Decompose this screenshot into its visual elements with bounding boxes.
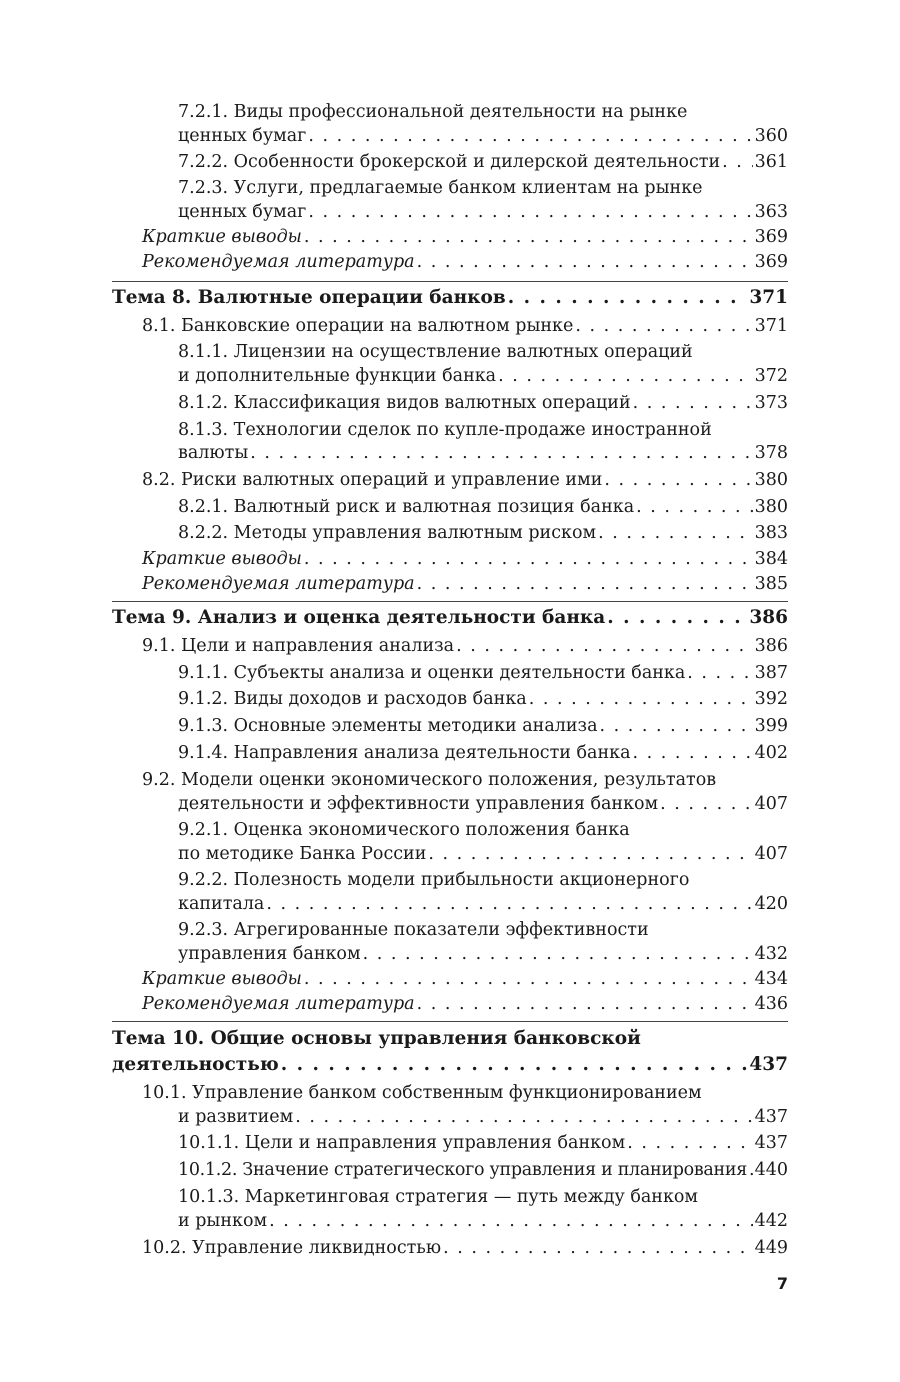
toc-entry-title: 7.2.2. Особенности брокерской и дилерской деятельности [178, 152, 721, 172]
toc-entry [178, 892, 788, 916]
toc-entry [178, 661, 788, 685]
toc-entry [178, 391, 788, 415]
section-divider [112, 281, 788, 282]
toc-entry-title: Краткие выводы [142, 227, 302, 247]
toc-entry [178, 1131, 788, 1155]
toc-entry [142, 634, 788, 658]
toc-chapter-title: Тема 8. Валютные операции банков [112, 287, 506, 308]
toc-page-number: 384 [754, 549, 788, 569]
toc-page-number: 437 [749, 1054, 788, 1075]
page-number: 7 [776, 1274, 788, 1293]
toc-entry-line: 10.1. Управление банком собственным функционированием [142, 1083, 702, 1103]
toc-entry-line: 8.1.3. Технологии сделок по купле-продаже иностранной [178, 420, 712, 440]
toc-chapter [112, 606, 788, 630]
toc-page-number: 434 [754, 969, 788, 989]
toc-entry [142, 314, 788, 338]
toc-page-number: 372 [754, 366, 788, 386]
toc-entry-title: 9.1.1. Субъекты анализа и оценки деятельности банка [178, 663, 686, 683]
toc-entry-line: 9.2. Модели оценки экономического положения, результатов [142, 770, 717, 790]
toc-entry-title: 10.1.1. Цели и направления управления банком [178, 1133, 626, 1153]
toc-entry-title: 8.1. Банковские операции на валютном рынке [142, 316, 574, 336]
toc-entry-title: 8.2.1. Валютный риск и валютная позиция банка [178, 497, 635, 517]
toc-entry-title: управления банком [178, 944, 361, 964]
toc-entry [178, 124, 788, 148]
toc-entry-title: по методике Банка России [178, 844, 427, 864]
toc-entry-title: и рынком [178, 1211, 268, 1231]
toc-entry-title: 10.1.2. Значение стратегического управления и планирования [178, 1160, 748, 1180]
toc-entry-title: 8.2. Риски валютных операций и управление ими [142, 470, 603, 490]
toc-entry-title: 8.2.2. Методы управления валютным риском [178, 523, 597, 543]
toc-page-number: 360 [754, 126, 788, 146]
toc-entry-line: 7.2.3. Услуги, предлагаемые банком клиентам на рынке [178, 178, 703, 198]
toc-entry [178, 364, 788, 388]
toc-entry-title: ценных бумаг [178, 202, 307, 222]
toc-page-number: 386 [749, 607, 788, 628]
toc-page-number: 407 [754, 794, 788, 814]
toc-page-number: 407 [754, 844, 788, 864]
toc-entry-title: Рекомендуемая литература [142, 574, 415, 594]
toc-page-number: 420 [754, 894, 788, 914]
toc-entry-title: и развитием [178, 1107, 294, 1127]
toc-entry-summary [142, 225, 788, 249]
toc-entry-line: 10.1.3. Маркетинговая стратегия — путь между банком [178, 1187, 699, 1207]
section-divider [112, 1021, 788, 1022]
toc-entry [178, 942, 788, 966]
toc-entry-title: ценных бумаг [178, 126, 307, 146]
toc-entry [178, 842, 788, 866]
toc-entry [178, 741, 788, 765]
toc-entry-title: Рекомендуемая литература [142, 252, 415, 272]
toc-chapter-title: Тема 9. Анализ и оценка деятельности банка [112, 607, 606, 628]
toc-page-number: 369 [754, 252, 788, 272]
toc-page-number: 380 [754, 470, 788, 490]
toc-entry-title: 9.1.2. Виды доходов и расходов банка [178, 689, 527, 709]
toc-entry-line: 8.1.1. Лицензии на осуществление валютных операций [178, 342, 693, 362]
toc-page-number: 371 [749, 287, 788, 308]
toc-entry [178, 792, 788, 816]
toc-chapter-line: Тема 10. Общие основы управления банковской [112, 1028, 641, 1049]
toc-page-number: 402 [754, 743, 788, 763]
toc-page-number: 363 [754, 202, 788, 222]
toc-page-number: 399 [754, 716, 788, 736]
toc-entry-title: 8.1.2. Классификация видов валютных операций [178, 393, 631, 413]
toc-page-number: 385 [754, 574, 788, 594]
toc-entry [178, 150, 788, 174]
toc-entry-line: 9.2.2. Полезность модели прибыльности акционерного [178, 870, 690, 890]
toc-entry-line: 9.2.1. Оценка экономического положения банка [178, 820, 630, 840]
toc-entry [178, 495, 788, 519]
toc-page-number: 387 [754, 663, 788, 683]
toc-entry [178, 1209, 788, 1233]
toc-entry [178, 200, 788, 224]
toc-entry-line: 7.2.1. Виды профессиональной деятельности на рынке [178, 102, 688, 122]
toc-entry [178, 714, 788, 738]
toc-page-number: 440 [754, 1160, 788, 1180]
toc-entry-summary [142, 967, 788, 991]
toc-page-number: 437 [754, 1133, 788, 1153]
toc-chapter [112, 1053, 788, 1077]
toc-page-number: 386 [754, 636, 788, 656]
toc-entry [142, 1236, 788, 1260]
toc-page-number: 361 [754, 152, 788, 172]
toc-entry-literature [142, 572, 788, 596]
toc-entry-line: 9.2.3. Агрегированные показатели эффективности [178, 920, 649, 940]
toc-entry-title: валюты [178, 443, 249, 463]
toc-page-number: 437 [754, 1107, 788, 1127]
toc-page-number: 442 [754, 1211, 788, 1231]
toc-entry [178, 521, 788, 545]
toc-page-number: 378 [754, 443, 788, 463]
toc-entry [142, 468, 788, 492]
section-divider [112, 601, 788, 602]
toc-page-number: 369 [754, 227, 788, 247]
toc-entry-title: 9.1.3. Основные элементы методики анализа [178, 716, 598, 736]
toc-chapter [112, 286, 788, 310]
toc-page-number: 373 [754, 393, 788, 413]
toc-entry-literature [142, 250, 788, 274]
toc-entry [178, 1105, 788, 1129]
toc-page-number: 383 [754, 523, 788, 543]
toc-page-number: 392 [754, 689, 788, 709]
toc-page-number: 449 [754, 1238, 788, 1258]
toc-entry-title: 9.1.4. Направления анализа деятельности банка [178, 743, 631, 763]
toc-entry-summary [142, 547, 788, 571]
toc-entry-title: 10.2. Управление ликвидностью [142, 1238, 442, 1258]
toc-entry-title: и дополнительные функции банка [178, 366, 497, 386]
toc-entry-title: 9.1. Цели и направления анализа [142, 636, 455, 656]
toc-page-number: 432 [754, 944, 788, 964]
toc-entry-title: деятельности и эффективности управления банком [178, 794, 659, 814]
toc-page-number: 371 [754, 316, 788, 336]
toc-entry [178, 687, 788, 711]
toc-entry-title: капитала [178, 894, 265, 914]
toc-chapter-title: деятельностью [112, 1054, 279, 1075]
toc-entry-title: Рекомендуемая литература [142, 994, 415, 1014]
toc-entry [178, 441, 788, 465]
toc-entry [178, 1158, 788, 1182]
toc-entry-title: Краткие выводы [142, 969, 302, 989]
toc-page-number: 436 [754, 994, 788, 1014]
toc-entry-literature [142, 992, 788, 1016]
toc-page-number: 380 [754, 497, 788, 517]
toc-entry-title: Краткие выводы [142, 549, 302, 569]
